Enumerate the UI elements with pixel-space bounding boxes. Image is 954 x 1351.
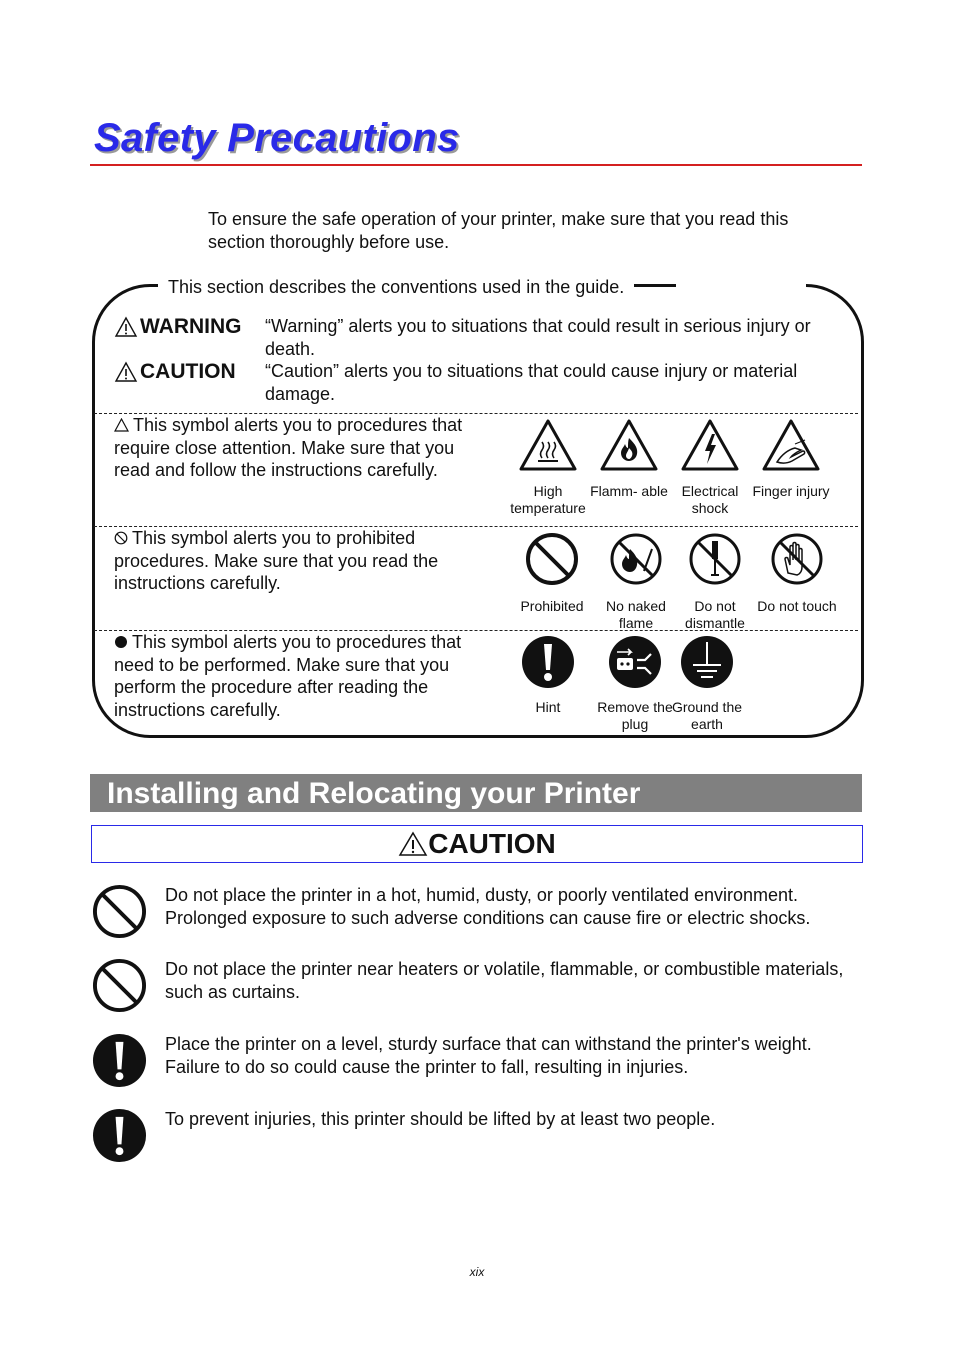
symbol-caption: Electrical shock <box>681 483 739 516</box>
conventions-label: This section describes the conventions used in the guide. <box>158 275 634 299</box>
attention-description <box>114 414 492 482</box>
symbol-caption: Do not touch <box>757 598 837 614</box>
caution-description: “Caution” alerts you to situations that could cause injury or material damage. <box>265 361 798 404</box>
caution-triangle-icon <box>398 831 428 857</box>
remove-plug-icon <box>607 634 663 690</box>
do-not-touch-icon <box>769 531 825 587</box>
symbol-caption: Flamm- able <box>590 483 668 499</box>
ground-icon <box>679 634 735 690</box>
symbol-caption: Remove the plug <box>597 699 673 732</box>
prohibited-small-icon <box>114 531 128 545</box>
symbol-caption: Do not dismantle <box>685 598 745 631</box>
symbol-prohibited <box>504 531 600 615</box>
attention-text: This symbol alerts you to procedures that require close attention. Make sure that you read and follow the instructions carefully. <box>114 415 463 480</box>
finger-injury-icon <box>761 418 821 472</box>
warning-triangle-icon <box>114 316 138 338</box>
hint-icon <box>92 1108 147 1163</box>
symbol-caption: Finger injury <box>752 483 830 499</box>
caution-label-text: CAUTION <box>140 360 236 383</box>
symbol-caption: Ground the earth <box>671 699 743 732</box>
page-title: Safety Precautions <box>94 116 460 160</box>
prohibited-icon <box>524 531 580 587</box>
prohibited-icon <box>92 958 147 1013</box>
section-heading: Installing and Relocating your Printer <box>90 774 862 812</box>
caution-label <box>114 360 236 384</box>
caution-banner <box>91 825 863 863</box>
symbol-caption: Hint <box>535 699 561 715</box>
warning-label-text: WARNING <box>140 315 242 338</box>
title-underline <box>90 164 862 166</box>
symbol-finger-injury <box>743 418 839 500</box>
no-naked-flame-icon <box>608 531 664 587</box>
hot-surface-icon <box>518 418 578 472</box>
attention-triangle-icon <box>114 418 129 432</box>
prohibited-icon <box>92 884 147 939</box>
symbol-do-not-touch <box>749 531 845 615</box>
prohibited-text: This symbol alerts you to prohibited procedures. Make sure that you read the instructions carefully. <box>114 528 439 593</box>
conventions-box-gap <box>676 284 806 287</box>
flammable-icon <box>599 418 659 472</box>
symbol-hint <box>500 634 596 716</box>
hint-icon <box>520 634 576 690</box>
electrical-shock-icon <box>680 418 740 472</box>
hint-icon <box>92 1033 147 1088</box>
prohibited-description <box>114 527 492 595</box>
mandatory-description <box>114 631 492 721</box>
caution-item-text: Do not place the printer in a hot, humid, dusty, or poorly ventilated environment. Prolonged exposure to such adverse conditions can cause fire or electric shocks. <box>165 885 811 928</box>
symbol-ground <box>659 634 755 733</box>
caution-item-text: To prevent injuries, this printer should be lifted by at least two people. <box>165 1109 716 1129</box>
page-number: xix <box>469 1265 485 1279</box>
do-not-dismantle-icon <box>687 531 743 587</box>
symbol-caption: Prohibited <box>520 598 584 614</box>
warning-description: “Warning” alerts you to situations that could result in serious injury or death. <box>265 316 811 359</box>
warning-label <box>114 315 242 339</box>
symbol-caption: High temperature <box>510 483 586 516</box>
intro-paragraph: To ensure the safe operation of your printer, make sure that you read this section thoroughly before use. <box>208 209 789 252</box>
caution-item-text: Do not place the printer near heaters or volatile, flammable, or combustible materials, such as curtains. <box>165 959 844 1002</box>
mandatory-dot-icon <box>114 635 128 649</box>
mandatory-text: This symbol alerts you to procedures that need to be performed. Make sure that you perform the procedure after reading the instructions carefully. <box>114 632 462 720</box>
symbol-caption: No naked flame <box>606 598 666 631</box>
caution-triangle-icon <box>114 361 138 383</box>
caution-banner-text: CAUTION <box>428 828 556 859</box>
caution-item-text: Place the printer on a level, sturdy surface that can withstand the printer's weight. Failure to do so could cause the printer to fall, resulting in injuries. <box>165 1034 812 1077</box>
